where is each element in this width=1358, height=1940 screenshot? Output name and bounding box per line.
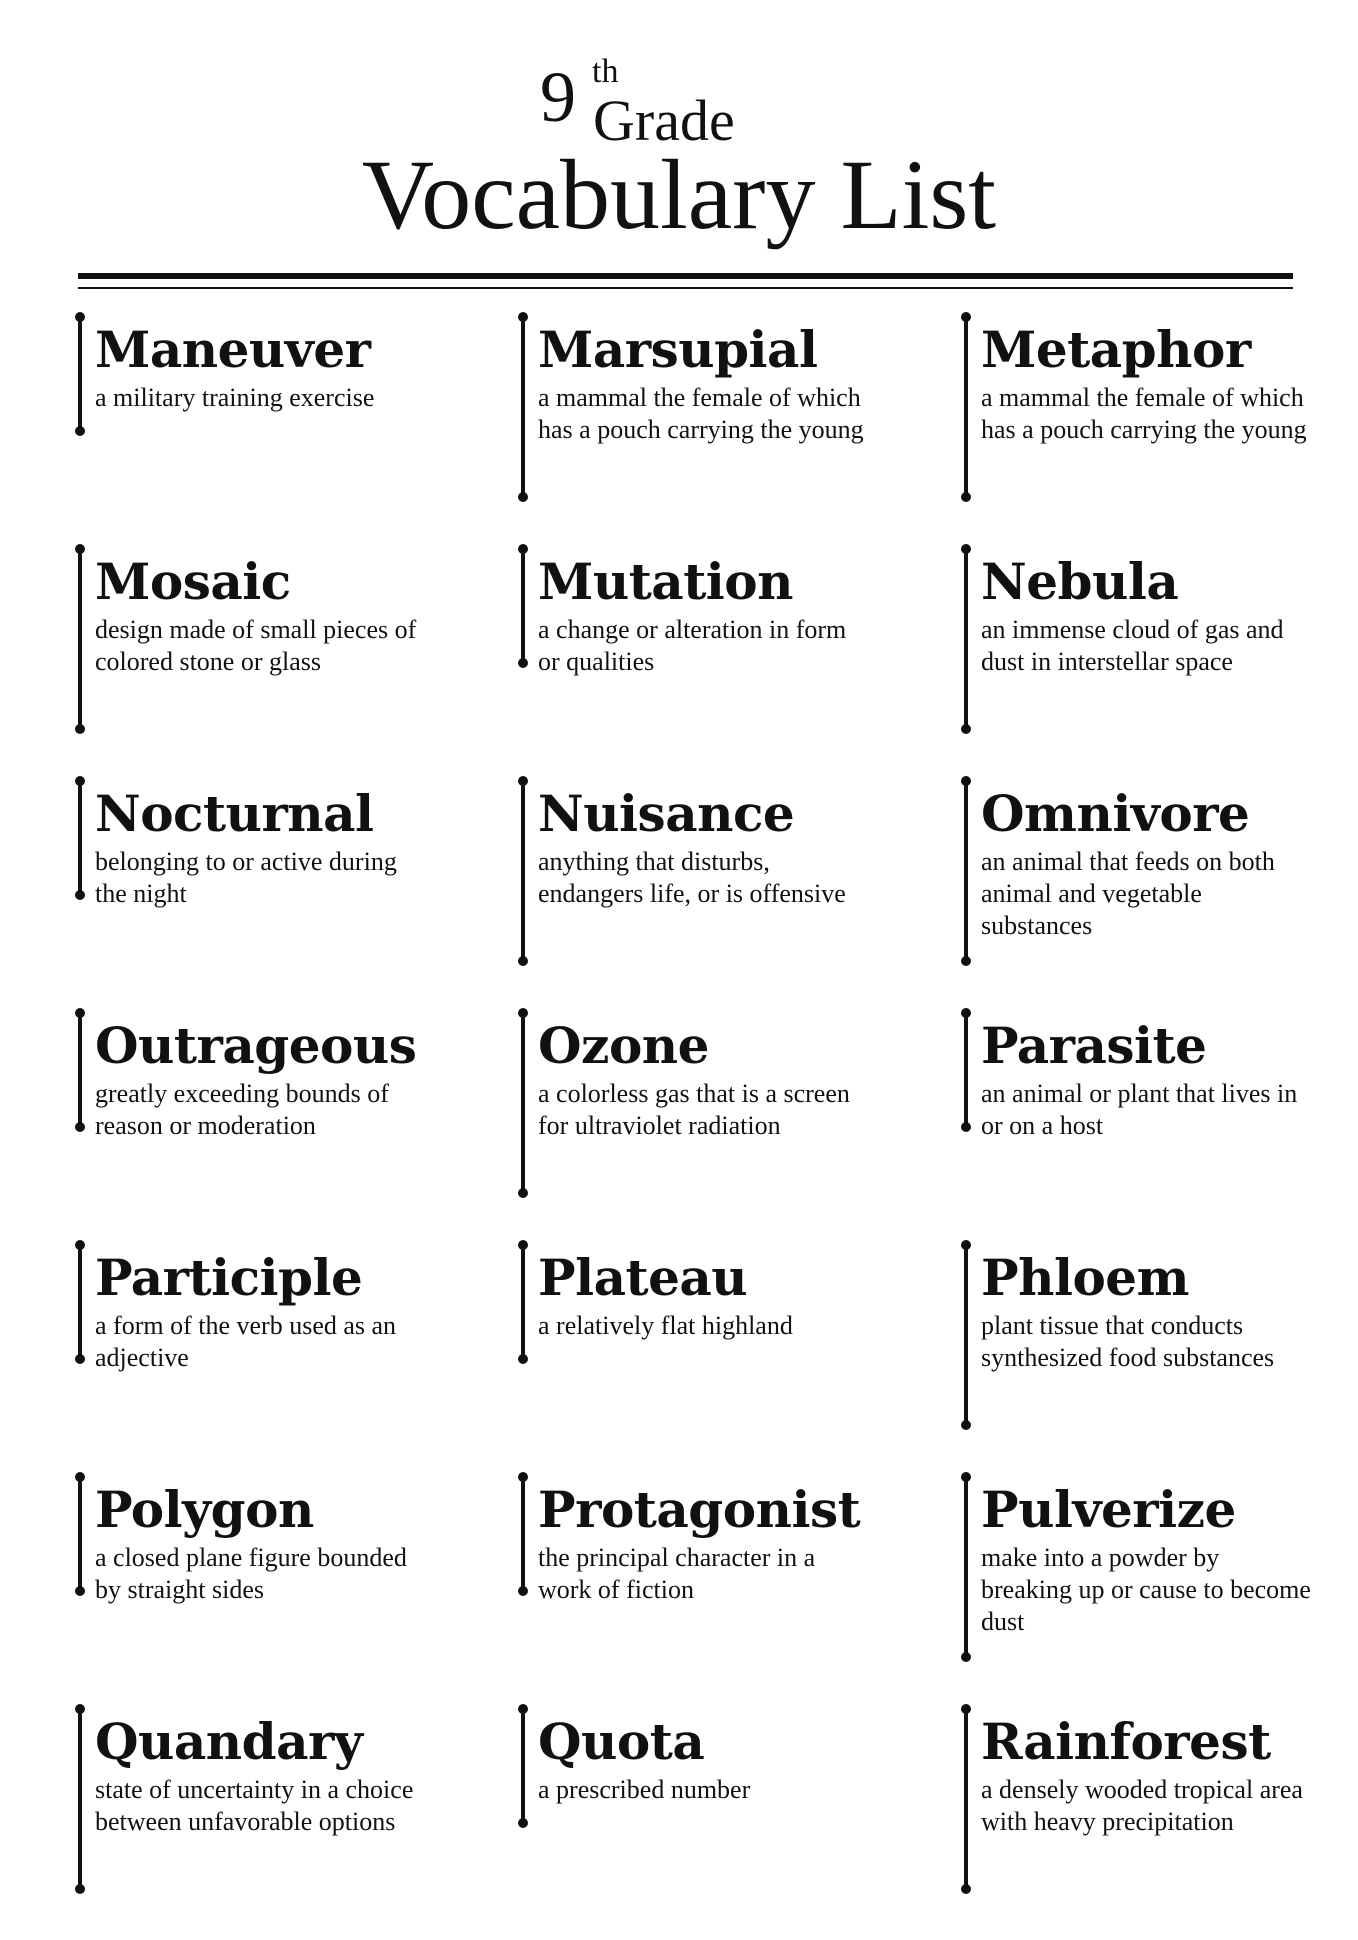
vocab-entry bbox=[521, 780, 964, 1012]
entry-marker-bar bbox=[964, 1244, 968, 1426]
vocab-definition: the principal character in a work of fiction bbox=[538, 1543, 816, 1604]
vocab-entry bbox=[964, 1012, 1298, 1244]
vocab-word: Ozone bbox=[538, 1016, 709, 1075]
vocab-entry bbox=[521, 1244, 964, 1476]
vocab-entry bbox=[521, 316, 964, 548]
header-divider-thick bbox=[78, 273, 1293, 279]
page-header bbox=[0, 0, 1358, 250]
vocab-definition: a mammal the female of which has a pouch carrying the young bbox=[981, 383, 1307, 444]
vocab-word: Rainforest bbox=[981, 1712, 1271, 1771]
entry-marker-bar bbox=[521, 780, 525, 962]
vocab-entry bbox=[78, 1012, 521, 1244]
vocab-entry bbox=[964, 1244, 1293, 1476]
entry-marker-bar bbox=[521, 316, 525, 498]
entry-marker-bar bbox=[78, 316, 82, 432]
vocab-definition: a colorless gas that is a screen for ultraviolet radiation bbox=[538, 1079, 850, 1140]
grade-word: Grade bbox=[593, 88, 735, 153]
entry-marker-bar bbox=[964, 780, 968, 962]
vocab-entry bbox=[78, 780, 521, 1012]
vocab-definition: an animal that feeds on both animal and vegetable substances bbox=[981, 847, 1275, 940]
grade-number: 9 bbox=[540, 57, 576, 137]
entry-marker-bar bbox=[521, 1012, 525, 1194]
vocab-word: Omnivore bbox=[981, 784, 1250, 843]
vocab-word: Plateau bbox=[538, 1248, 748, 1307]
entry-marker-bar bbox=[521, 1708, 525, 1824]
vocab-definition: anything that disturbs, endangers life, or is offensive bbox=[538, 847, 846, 908]
vocab-definition: make into a powder by breaking up or cause to become dust bbox=[981, 1543, 1311, 1636]
entry-marker-bar bbox=[521, 1244, 525, 1360]
entry-marker-bar bbox=[521, 548, 525, 664]
vocabulary-grid bbox=[78, 316, 1311, 1940]
vocab-word: Metaphor bbox=[981, 320, 1251, 379]
vocab-definition: design made of small pieces of colored stone or glass bbox=[95, 615, 417, 676]
vocab-entry bbox=[964, 1476, 1311, 1708]
vocab-entry bbox=[78, 548, 521, 780]
vocab-word: Phloem bbox=[981, 1248, 1190, 1307]
vocab-word: Participle bbox=[95, 1248, 363, 1307]
vocab-word: Mutation bbox=[538, 552, 793, 611]
vocab-word: Nebula bbox=[981, 552, 1179, 611]
vocab-entry bbox=[964, 1708, 1303, 1940]
vocab-word: Polygon bbox=[95, 1480, 314, 1539]
entry-marker-bar bbox=[521, 1476, 525, 1592]
vocab-word: Protagonist bbox=[538, 1480, 861, 1539]
vocab-entry bbox=[521, 548, 964, 780]
vocab-definition: a densely wooded tropical area with heavy precipitation bbox=[981, 1775, 1303, 1836]
entry-marker-bar bbox=[78, 1476, 82, 1592]
vocab-definition: plant tissue that conducts synthesized food substances bbox=[981, 1311, 1275, 1372]
vocab-entry bbox=[964, 548, 1293, 780]
vocab-word: Marsupial bbox=[538, 320, 818, 379]
vocab-entry bbox=[521, 1708, 964, 1940]
vocab-definition: state of uncertainty in a choice between unfavorable options bbox=[95, 1775, 414, 1836]
entry-marker-bar bbox=[78, 1244, 82, 1360]
vocab-definition: a closed plane figure bounded by straight sides bbox=[95, 1543, 407, 1604]
vocab-word: Parasite bbox=[981, 1016, 1207, 1075]
vocab-word: Outrageous bbox=[95, 1016, 417, 1075]
vocab-entry bbox=[78, 1476, 521, 1708]
entry-marker-bar bbox=[964, 1012, 968, 1128]
vocab-entry bbox=[521, 1476, 964, 1708]
header-divider-thin bbox=[78, 287, 1293, 289]
vocab-definition: a form of the verb used as an adjective bbox=[95, 1311, 397, 1372]
entry-marker-bar bbox=[78, 548, 82, 730]
vocab-entry bbox=[521, 1012, 964, 1244]
vocab-definition: an animal or plant that lives in or on a host bbox=[981, 1079, 1298, 1140]
entry-marker-bar bbox=[78, 1708, 82, 1890]
vocab-definition: greatly exceeding bounds of reason or moderation bbox=[95, 1079, 389, 1140]
vocab-word: Quota bbox=[538, 1712, 705, 1771]
vocab-definition: belonging to or active during the night bbox=[95, 847, 397, 908]
entry-marker-bar bbox=[964, 316, 968, 498]
entry-marker-bar bbox=[964, 548, 968, 730]
vocab-definition: an immense cloud of gas and dust in interstellar space bbox=[981, 615, 1284, 676]
entry-marker-bar bbox=[78, 1012, 82, 1128]
vocab-definition: a prescribed number bbox=[538, 1775, 751, 1804]
vocab-definition: a military training exercise bbox=[95, 383, 375, 412]
page-title: Vocabulary List bbox=[361, 139, 997, 250]
vocab-definition: a change or alteration in form or qualities bbox=[538, 615, 847, 676]
vocab-entry bbox=[78, 1244, 521, 1476]
entry-marker-bar bbox=[964, 1476, 968, 1658]
vocab-word: Mosaic bbox=[95, 552, 291, 611]
vocab-entry bbox=[78, 316, 521, 548]
vocab-word: Quandary bbox=[95, 1712, 363, 1771]
vocab-entry bbox=[964, 316, 1307, 548]
vocab-word: Pulverize bbox=[981, 1480, 1236, 1539]
vocab-entry bbox=[78, 1708, 521, 1940]
entry-marker-bar bbox=[78, 780, 82, 896]
vocab-definition: a mammal the female of which has a pouch carrying the young bbox=[538, 383, 864, 444]
vocab-definition: a relatively flat highland bbox=[538, 1311, 793, 1340]
grade-superscript: th bbox=[592, 53, 619, 90]
vocab-word: Nuisance bbox=[538, 784, 795, 843]
vocab-word: Nocturnal bbox=[95, 784, 374, 843]
entry-marker-bar bbox=[964, 1708, 968, 1890]
vocab-entry bbox=[964, 780, 1293, 1012]
vocab-word: Maneuver bbox=[95, 320, 371, 379]
